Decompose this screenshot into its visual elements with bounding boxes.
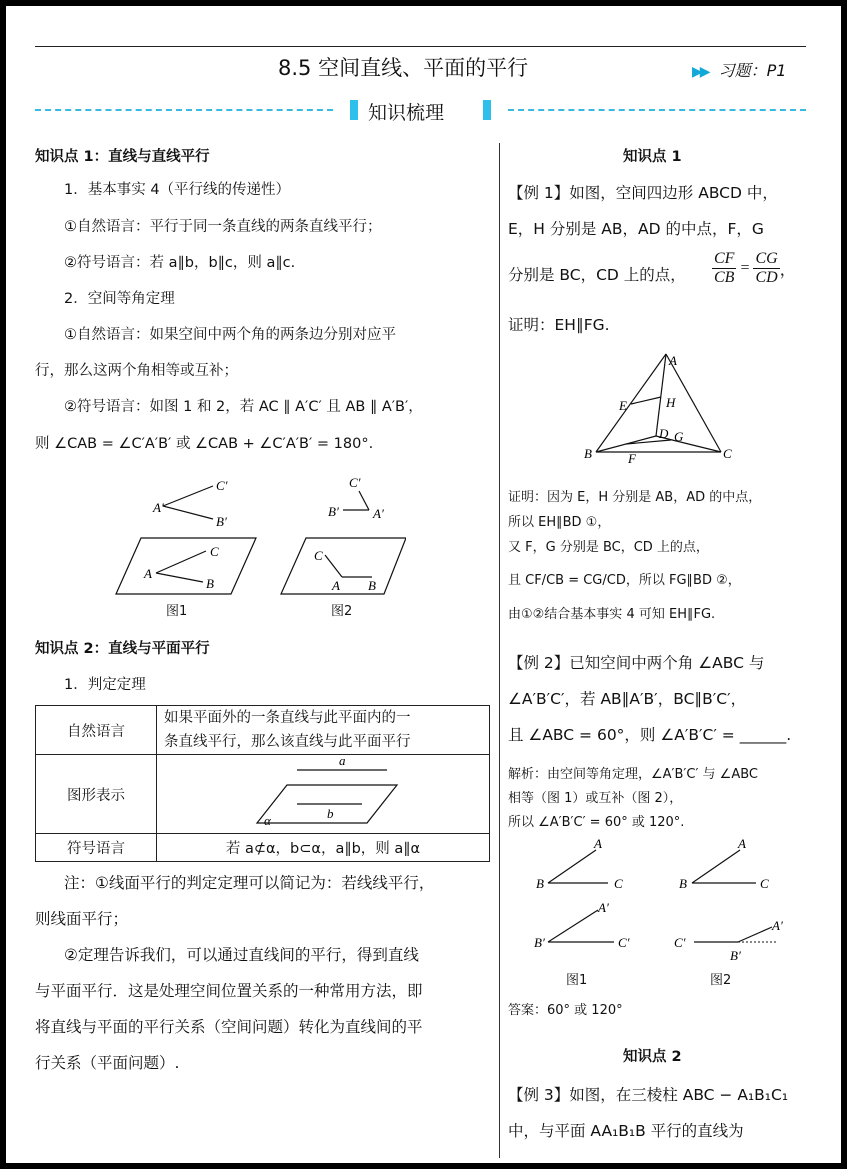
svg-text:C′: C′ <box>216 478 228 493</box>
table-cell-natural-1: 如果平面外的一条直线与此平面内的一 <box>164 710 411 726</box>
svg-text:B′: B′ <box>328 504 339 519</box>
r-kp2-head: 知识点 2 <box>623 1049 682 1065</box>
kp1-line-2: ①自然语言：平行于同一条直线的两条直线平行； <box>64 219 382 235</box>
svg-text:α: α <box>264 813 271 828</box>
svg-text:B: B <box>584 446 592 461</box>
line-plane-figure <box>157 755 487 829</box>
svg-text:A: A <box>594 836 602 851</box>
angle-figures <box>526 832 806 967</box>
svg-text:B′: B′ <box>730 948 741 963</box>
ex3-line-1: 【例 3】如图，在三棱柱 ABC − A₁B₁C₁ <box>508 1086 789 1104</box>
svg-text:b: b <box>327 806 334 821</box>
ex2-fig1-caption: 图1 <box>566 973 588 988</box>
section-bar-right <box>483 100 491 120</box>
svg-text:D: D <box>659 426 669 441</box>
section-heading: 知识梳理 <box>368 102 445 124</box>
table-cell-figure <box>157 755 490 834</box>
table-head-figure: 图形表示 <box>36 755 157 834</box>
kp1-line-8: 则 ∠CAB = ∠C′A′B′ 或 ∠CAB + ∠C′A′B′ = 180°. <box>35 436 374 452</box>
ex1-fraction: $\frac{CF}{CB}$ = $\frac{CG}{CD}$ ， <box>714 250 796 286</box>
svg-text:A: A <box>738 836 746 851</box>
ex1-line-3: 分别是 BC，CD 上的点， <box>508 266 686 284</box>
page-title: 8.5 空间直线、平面的平行 <box>278 56 529 80</box>
ex2-fig2-caption: 图2 <box>710 973 732 988</box>
note-line-2: 则线面平行； <box>35 910 129 928</box>
table-row <box>36 834 490 862</box>
svg-text:G: G <box>674 429 684 444</box>
svg-text:B′: B′ <box>534 935 545 950</box>
svg-text:B′: B′ <box>216 514 227 529</box>
ex1-line-4: 证明：EH∥FG. <box>508 316 610 334</box>
analysis-line-3: 所以 ∠A′B′C′ = 60° 或 120°. <box>508 815 685 830</box>
fig1-caption: 图1 <box>166 604 188 619</box>
svg-text:A: A <box>332 578 340 593</box>
kp1-title: 知识点 1：直线与直线平行 <box>35 149 210 165</box>
ex2-line-3: 且 ∠ABC = 60°，则 ∠A′B′C′ = ______. <box>508 726 792 744</box>
ex1-line-1: 【例 1】如图，空间四边形 ABCD 中， <box>508 184 778 202</box>
svg-text:A′: A′ <box>598 900 609 915</box>
fig1-top-angle <box>163 486 213 519</box>
kp1-line-5: ①自然语言：如果空间中两个角的两条边分别对应平 <box>64 327 396 343</box>
page <box>6 6 841 1163</box>
header-rule <box>35 46 806 47</box>
table-row <box>36 755 490 834</box>
note-line-5: 将直线与平面的平行关系（空间问题）转化为直线间的平 <box>35 1018 423 1036</box>
section-divider-right <box>508 109 806 111</box>
kp1-line-1: 1．基本事实 4（平行线的传递性） <box>64 182 291 198</box>
fig2-plane <box>281 538 406 594</box>
svg-text:H: H <box>666 395 676 410</box>
svg-text:A′: A′ <box>373 506 384 521</box>
play-arrows-icon: ▶▶ <box>692 64 708 80</box>
note-line-3: ②定理告诉我们，可以通过直线间的平行，得到直线 <box>64 946 419 964</box>
fig2-caption: 图2 <box>331 604 353 619</box>
criterion-table <box>35 705 490 862</box>
proof-line-3: 又 F，G 分别是 BC，CD 上的点， <box>508 540 709 555</box>
proof-line-5: 由①②结合基本事实 4 可知 EH∥FG. <box>508 607 716 622</box>
svg-text:a: a <box>339 755 346 768</box>
table-cell-natural <box>157 706 490 755</box>
exercise-ref <box>692 58 786 81</box>
kp1-line-4: 2．空间等角定理 <box>64 291 175 307</box>
table-cell-natural-2: 条直线平行，那么该直线与此平面平行 <box>164 734 411 750</box>
kp1-line-3: ②符号语言：若 a∥b，b∥c，则 a∥c. <box>64 255 296 271</box>
equal-angle-figures <box>106 466 406 621</box>
svg-text:E: E <box>619 398 627 413</box>
proof-line-1: 证明：因为 E，H 分别是 AB，AD 的中点， <box>508 490 762 505</box>
kp2-title: 知识点 2：直线与平面平行 <box>35 641 210 657</box>
note-line-4: 与平面平行．这是处理空间位置关系的一种常用方法，即 <box>35 982 423 1000</box>
proof-line-4: 且 CF/CB = CG/CD，所以 FG∥BD ②， <box>508 573 741 588</box>
svg-text:A: A <box>669 353 677 368</box>
svg-text:B: B <box>536 876 544 891</box>
svg-text:C: C <box>210 544 219 559</box>
analysis-line-1: 解析：由空间等角定理，∠A′B′C′ 与 ∠ABC <box>508 767 758 782</box>
svg-text:B: B <box>206 576 214 591</box>
fig2-top-angle <box>343 491 369 510</box>
svg-text:C′: C′ <box>674 935 686 950</box>
note-line-6: 行关系（平面问题）. <box>35 1054 180 1072</box>
svg-text:C: C <box>723 446 732 461</box>
svg-text:C: C <box>760 876 769 891</box>
section-divider-left <box>35 109 333 111</box>
kp1-line-7: ②符号语言：如图 1 和 2，若 AC ∥ A′C′ 且 AB ∥ A′B′， <box>64 399 423 415</box>
note-line-1: 注：①线面平行的判定定理可以简记为：若线线平行， <box>64 874 435 892</box>
table-row <box>36 706 490 755</box>
svg-text:B: B <box>368 578 376 593</box>
fig1-plane <box>116 538 256 594</box>
ex3-line-2: 中，与平面 AA₁B₁B 平行的直线为 <box>508 1122 744 1140</box>
svg-text:B: B <box>679 876 687 891</box>
table-head-natural: 自然语言 <box>36 706 157 755</box>
ex2-line-1: 【例 2】已知空间中两个角 ∠ABC 与 <box>508 654 765 672</box>
ex2-line-2: ∠A′B′C′，若 AB∥A′B′，BC∥B′C′， <box>508 690 747 708</box>
svg-text:C: C <box>614 876 623 891</box>
exercise-ref-text: 习题：P1 <box>718 61 787 80</box>
r-kp1-head: 知识点 1 <box>623 149 682 165</box>
answer-line: 答案：60° 或 120° <box>508 1003 623 1018</box>
svg-text:F: F <box>628 451 636 464</box>
table-head-symbol: 符号语言 <box>36 834 157 862</box>
svg-text:C′: C′ <box>349 475 361 490</box>
svg-text:A′: A′ <box>772 918 783 933</box>
tetrahedron-figure <box>576 344 746 464</box>
analysis-line-2: 相等（图 1）或互补（图 2）， <box>508 791 683 806</box>
kp1-line-6: 行，那么这两个角相等或互补； <box>35 363 238 379</box>
section-bar-left <box>350 100 358 120</box>
kp2-line-1: 1．判定定理 <box>64 677 146 693</box>
ex1-line-2: E，H 分别是 AB，AD 的中点，F，G <box>508 220 764 238</box>
proof-line-2: 所以 EH∥BD ①， <box>508 515 611 530</box>
column-divider <box>499 143 500 1158</box>
svg-text:C: C <box>314 548 323 563</box>
table-cell-symbol: 若 a⊄α，b⊂α，a∥b，则 a∥α <box>157 834 490 862</box>
svg-text:A′: A′ <box>153 500 164 515</box>
svg-text:C′: C′ <box>618 935 630 950</box>
svg-text:A: A <box>144 566 152 581</box>
